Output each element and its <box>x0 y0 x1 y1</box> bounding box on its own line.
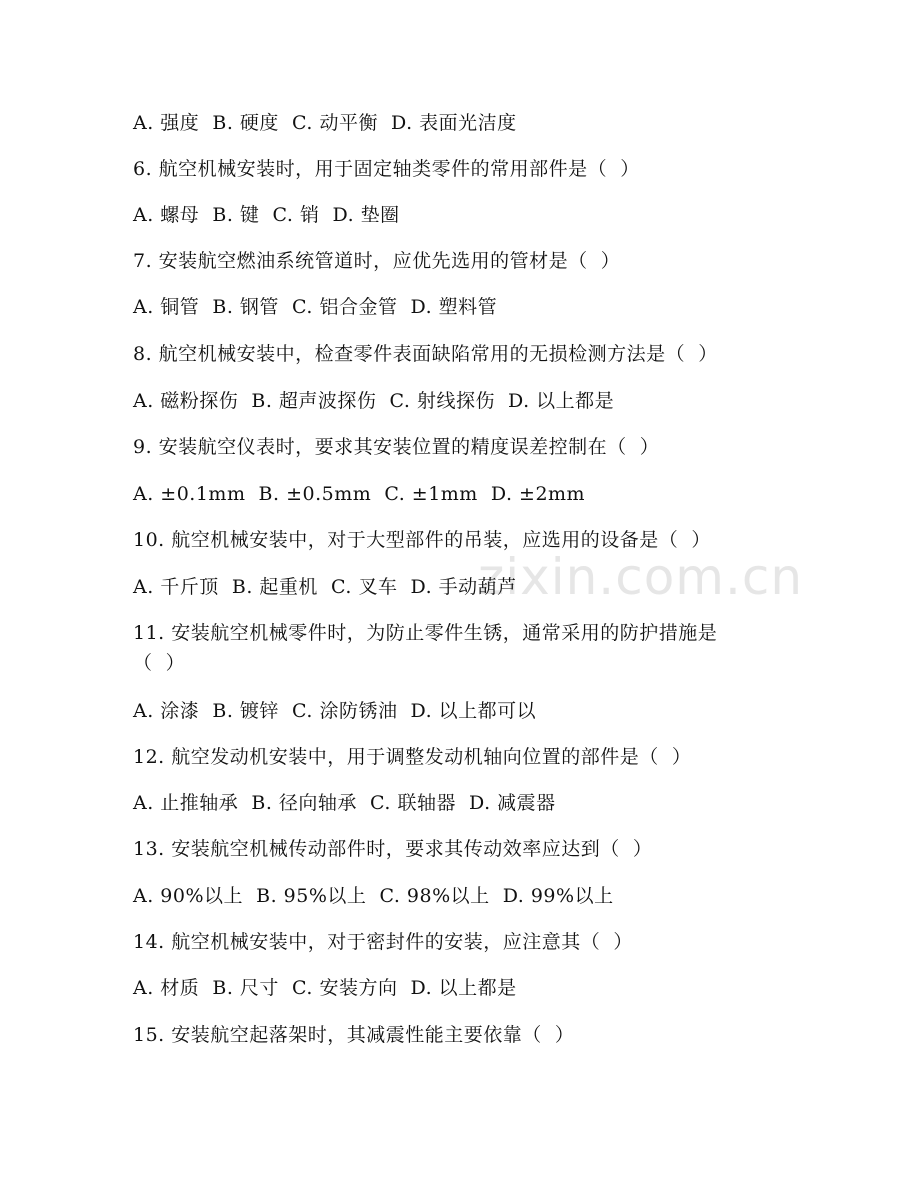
q15-text: 15. 安装航空起落架时，其减震性能主要依靠（ ） <box>133 1024 575 1046</box>
q9-options: A. ±0.1mm B. ±0.5mm C. ±1mm D. ±2mm <box>133 483 586 505</box>
q6-text: 6. 航空机械安装时，用于固定轴类零件的常用部件是（ ） <box>133 158 640 180</box>
q11-text: 11. 安装航空机械零件时，为防止零件生锈，通常采用的防护措施是 <box>133 622 718 644</box>
q13-text: 13. 安装航空机械传动部件时，要求其传动效率应达到（ ） <box>133 838 653 860</box>
q8-options: A. 磁粉探伤 B. 超声波探伤 C. 射线探伤 D. 以上都是 <box>133 390 615 412</box>
q8-text: 8. 航空机械安装中，检查零件表面缺陷常用的无损检测方法是（ ） <box>133 343 718 365</box>
q9-text: 9. 安装航空仪表时，要求其安装位置的精度误差控制在（ ） <box>133 436 660 458</box>
q6-options: A. 螺母 B. 键 C. 销 D. 垫圈 <box>133 204 400 226</box>
q10-options: A. 千斤顶 B. 起重机 C. 叉车 D. 手动葫芦 <box>133 576 517 598</box>
q11-blank: （ ） <box>133 652 186 674</box>
q7-text: 7. 安装航空燃油系统管道时，应优先选用的管材是（ ） <box>133 250 621 272</box>
q12-text: 12. 航空发动机安装中，用于调整发动机轴向位置的部件是（ ） <box>133 746 692 768</box>
q5-options: A. 强度 B. 硬度 C. 动平衡 D. 表面光洁度 <box>133 112 517 134</box>
watermark: zixin.com.cn <box>478 548 804 606</box>
q10-text: 10. 航空机械安装中，对于大型部件的吊装，应选用的设备是（ ） <box>133 529 711 551</box>
q7-options: A. 铜管 B. 钢管 C. 铝合金管 D. 塑料管 <box>133 296 498 318</box>
q14-text: 14. 航空机械安装中，对于密封件的安装，应注意其（ ） <box>133 931 633 953</box>
q11-options: A. 涂漆 B. 镀锌 C. 涂防锈油 D. 以上都可以 <box>133 700 537 722</box>
q12-options: A. 止推轴承 B. 径向轴承 C. 联轴器 D. 减震器 <box>133 792 556 814</box>
q13-options: A. 90%以上 B. 95%以上 C. 98%以上 D. 99%以上 <box>133 885 614 907</box>
q14-options: A. 材质 B. 尺寸 C. 安装方向 D. 以上都是 <box>133 977 517 999</box>
